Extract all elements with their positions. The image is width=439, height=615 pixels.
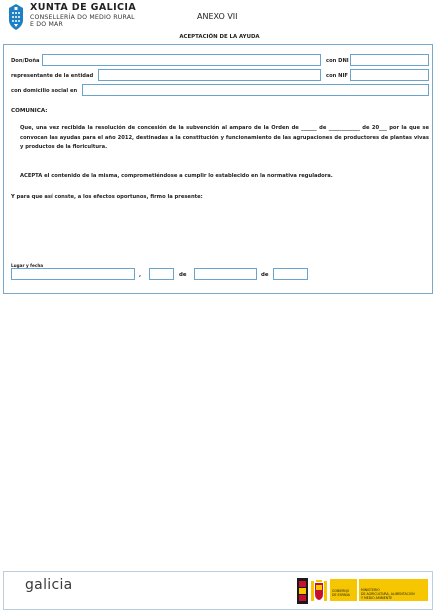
annex-label: ANEXO VII <box>197 12 238 21</box>
de-separator-2: de <box>261 272 269 278</box>
xunta-shield-logo <box>7 3 25 31</box>
org-name: XUNTA DE GALICIA <box>30 2 137 13</box>
nif-label: con NIF <box>326 73 348 79</box>
spain-coat-of-arms-icon <box>297 578 308 604</box>
conselleria-name <box>30 14 135 28</box>
gobierno-line-2: DE ESPAÑA <box>332 592 350 597</box>
form-title: ACEPTACIÓN DE LA AYUDA <box>179 34 260 40</box>
place-date-label: Lugar y fecha <box>11 263 44 268</box>
ministerio-line-2: DE AGRICULTURA, ALIMENTACIÓN <box>361 591 415 596</box>
place-field[interactable] <box>11 268 135 280</box>
form-frame <box>3 44 433 294</box>
day-field[interactable] <box>149 268 174 280</box>
conselleria-line-1: CONSELLERÍA DO MEDIO RURAL <box>30 14 135 21</box>
ministerio-text <box>361 589 415 600</box>
ministerio-line-3: Y MEDIO AMBIENTE <box>361 595 393 600</box>
domicilio-field[interactable] <box>82 84 429 96</box>
gobierno-line-1: GOBIERNO <box>332 589 350 593</box>
representative-field[interactable] <box>98 69 321 81</box>
dni-label: con DNI <box>326 58 349 64</box>
nif-field[interactable] <box>350 69 429 81</box>
year-field[interactable] <box>273 268 308 280</box>
domicilio-label: con domicilio social en <box>11 88 78 94</box>
closing-paragraph: Y para que así conste, a los efectos oportunos, firmo la presente: <box>11 194 203 200</box>
de-separator-1: de <box>179 272 187 278</box>
comunica-heading: COMUNICA: <box>11 108 48 114</box>
month-field[interactable] <box>194 268 257 280</box>
galicia-brand-logo: galicia <box>25 577 73 593</box>
representative-label: representante de la entidad <box>11 73 94 79</box>
comma-separator: , <box>139 272 142 278</box>
statement-paragraph: Que, una vez recibida la resolución de concesión de la subvención al amparo de la Orden de ______ de ____________ de 20___ por la que se convocan las ayudas para el año 2012, destinadas a la constitución y funcionamiento de las agrupaciones de productores de plantas vivas y productos de la floricultura. <box>20 125 429 150</box>
spain-crest-icon <box>310 579 328 603</box>
don-label: Don/Doña <box>11 58 40 64</box>
dni-field[interactable] <box>350 54 429 66</box>
acceptance-paragraph: ACEPTA el contenido de la misma, comprometiéndose a cumplir lo establecido en la normativa reguladora. <box>20 173 333 179</box>
gobierno-text <box>332 590 350 598</box>
don-field[interactable] <box>42 54 321 66</box>
conselleria-line-2: E DO MAR <box>30 21 63 29</box>
ministerio-line-1: MINISTERIO <box>361 588 380 592</box>
